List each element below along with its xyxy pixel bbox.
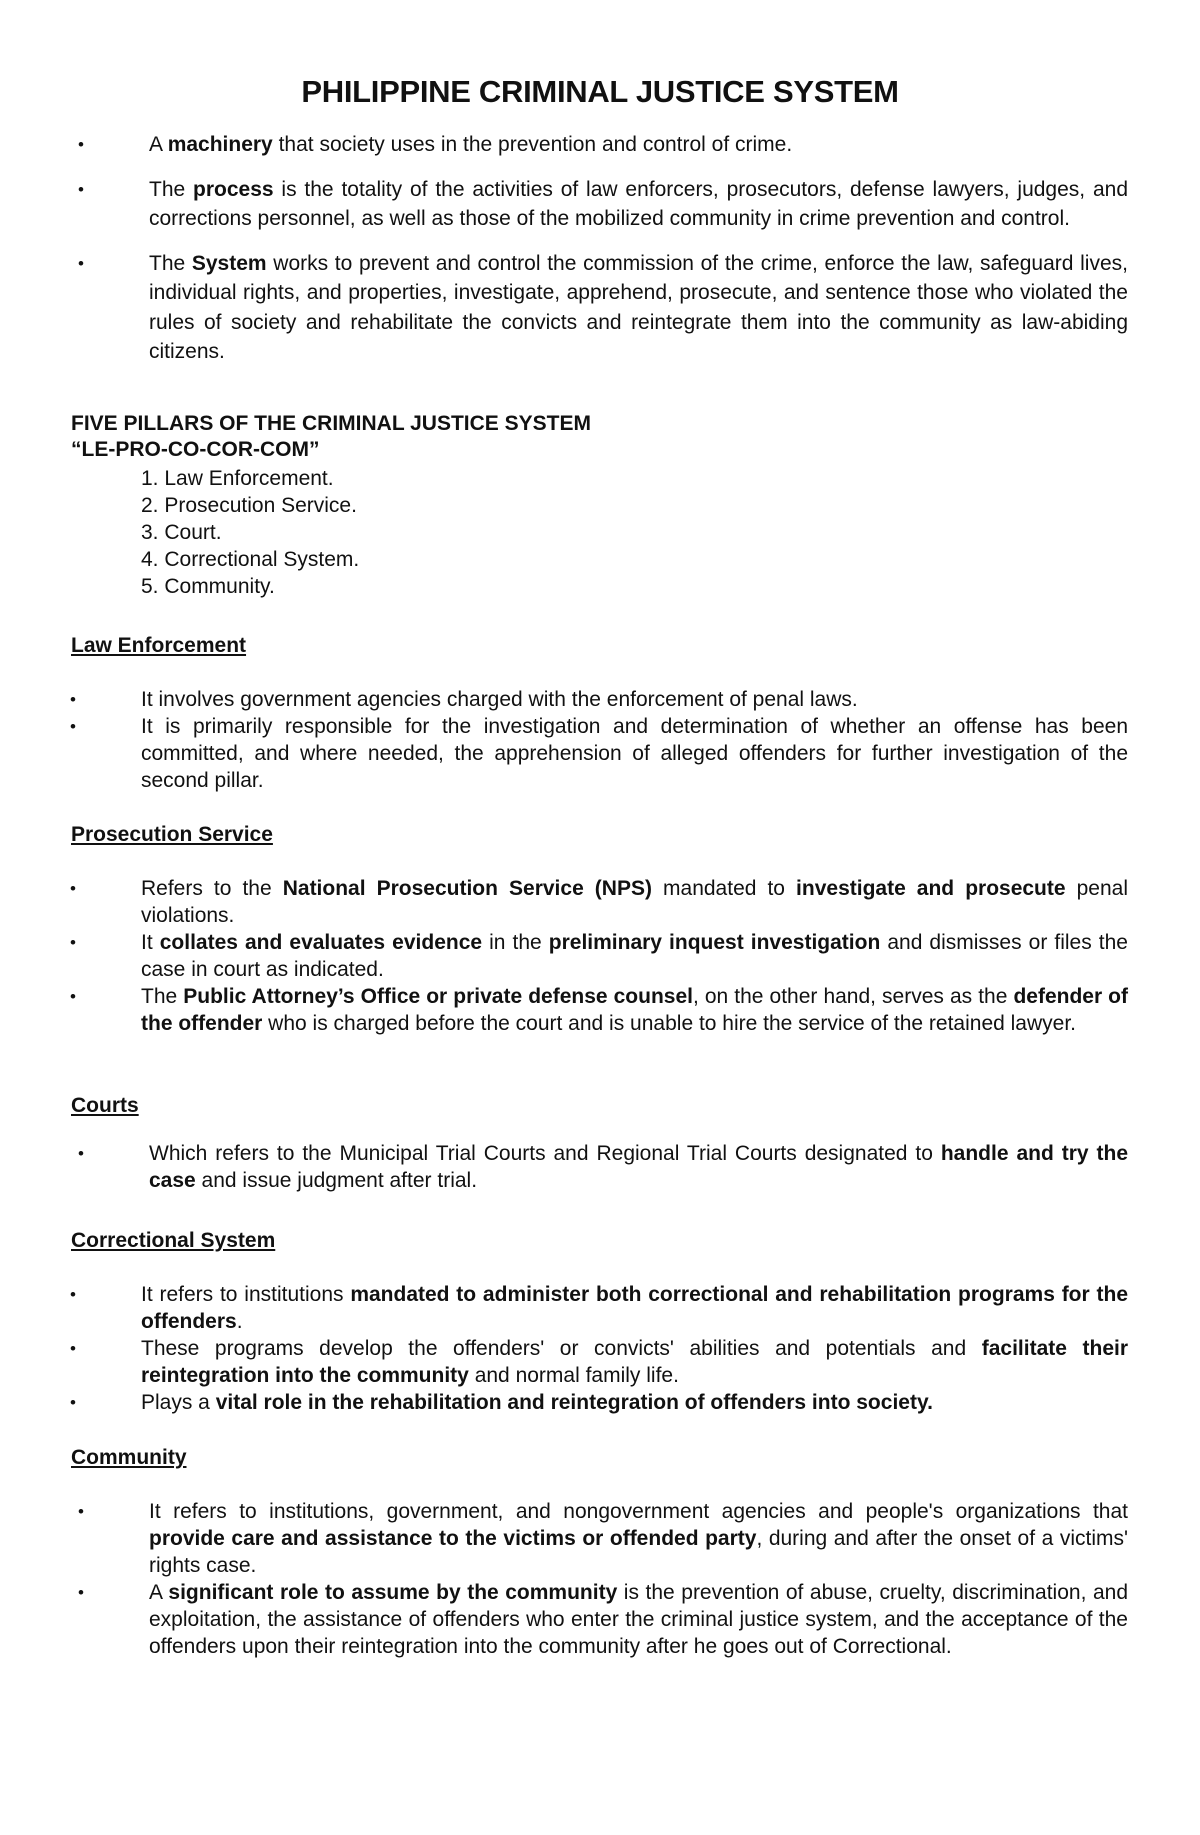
pillars-acronym: “LE-PRO-CO-COR-COM” (71, 438, 320, 461)
section-law-enforcement (0, 686, 1200, 794)
community-bullet-item (0, 1579, 1200, 1660)
bullet-text (149, 1140, 1128, 1194)
pillar-item: 5. Community. (141, 575, 275, 598)
text-run: The (149, 177, 194, 201)
bullet-text (141, 1281, 1128, 1335)
correctional-system-bullet-item (0, 1389, 1200, 1416)
text-run: , on the other hand, serves as the (692, 985, 1014, 1008)
text-run: mandated to (651, 877, 797, 900)
bullet-icon: • (70, 987, 76, 1006)
bullet-icon: • (78, 179, 84, 199)
text-run: and normal family life. (468, 1364, 679, 1387)
text-run: It involves government agencies charged with the enforcement of penal laws. (141, 688, 858, 711)
text-run: penal violations. (141, 877, 1128, 927)
section-prosecution-service (0, 875, 1200, 1037)
bullet-text (149, 1498, 1128, 1579)
bullet-icon: • (78, 135, 84, 154)
section-heading-community: Community (71, 1446, 187, 1469)
bullet-text (141, 1335, 1128, 1389)
text-run: These programs develop the offenders' or convicts' abilities and potentials and (141, 1337, 982, 1360)
text-run: that society uses in the prevention and control of crime. (272, 133, 793, 156)
text-run: Plays a (141, 1391, 216, 1414)
bullet-text (141, 686, 1128, 713)
intro-bullet-item (0, 175, 1200, 234)
text-run: works to prevent and control the commission of the crime, enforce the law, safeguard lives, individual rights, and properties, investigate, apprehend, prosecute, and sentence those who violated the rules of society and rehabilitate the convicts and reintegrate them into the community as law-abiding citizens. (149, 251, 1128, 363)
law-enforcement-bullet-item (0, 686, 1200, 713)
bullet-icon: • (78, 1502, 84, 1521)
prosecution-service-bullet-item (0, 983, 1200, 1037)
bold-text: defender of the offender (141, 985, 1128, 1035)
correctional-system-bullet-item (0, 1335, 1200, 1389)
courts-bullet-item (0, 1140, 1200, 1194)
bullet-text (149, 175, 1128, 234)
bold-text: mandated to administer both correctional and rehabilitation programs for the offenders (141, 1283, 1128, 1333)
bullet-icon: • (78, 253, 84, 273)
pillar-item: 1. Law Enforcement. (141, 467, 334, 490)
section-heading-correctional-system: Correctional System (71, 1229, 276, 1252)
bold-text: handle and try the case (149, 1142, 1129, 1192)
text-run: who is charged before the court and is unable to hire the service of the retained lawyer. (262, 1012, 1076, 1035)
text-run: It (141, 931, 160, 954)
bullet-text (141, 983, 1128, 1037)
bold-text: machinery (167, 133, 273, 156)
bullet-icon: • (78, 1144, 84, 1163)
bullet-icon: • (70, 933, 76, 952)
pillar-item: 4. Correctional System. (141, 548, 360, 571)
text-run: The (149, 251, 192, 275)
bold-text: provide care and assistance to the victims or offended party (149, 1527, 757, 1550)
bullet-text (149, 1579, 1128, 1660)
bullet-icon: • (70, 690, 76, 709)
text-run: and dismisses or files the case in court as indicated. (141, 931, 1128, 981)
bold-text: significant role to assume by the community (168, 1581, 618, 1604)
bullet-icon: • (70, 1339, 76, 1358)
section-heading-courts: Courts (71, 1094, 139, 1117)
text-run: It is primarily responsible for the investigation and determination of whether an offense has been committed, and where needed, the apprehension of alleged offenders for further investigation of the second pillar. (141, 715, 1128, 792)
section-courts (0, 1140, 1200, 1194)
bullet-text (149, 249, 1128, 367)
text-run: It refers to institutions (141, 1283, 351, 1306)
bullet-icon: • (70, 717, 76, 736)
section-community (0, 1498, 1200, 1660)
section-heading-law-enforcement: Law Enforcement (71, 634, 247, 657)
bold-text: collates and evaluates evidence (159, 931, 483, 954)
bullet-text (141, 1389, 1128, 1416)
text-run: Refers to the (141, 877, 283, 900)
text-run: and issue judgment after trial. (195, 1169, 478, 1192)
pillars-list (141, 465, 359, 600)
section-heading-prosecution-service: Prosecution Service (71, 823, 273, 846)
bold-text: System (191, 251, 267, 275)
intro-bullet-item (0, 249, 1200, 367)
pillar-item: 3. Court. (141, 521, 222, 544)
bold-text: National Prosecution Service (NPS) (282, 877, 652, 900)
bullet-text (141, 713, 1128, 794)
bullet-icon: • (70, 879, 76, 898)
text-run: , during and after the onset of a victims' rights case. (149, 1527, 1129, 1577)
bold-text: facilitate their reintegration into the community (141, 1337, 1129, 1387)
bold-text: process (193, 177, 274, 201)
text-run: Which refers to the Municipal Trial Courts and Regional Trial Courts designated to (149, 1142, 941, 1165)
pillars-heading: FIVE PILLARS OF THE CRIMINAL JUSTICE SYSTEM (71, 412, 591, 435)
text-run: It refers to institutions, government, and nongovernment agencies and people's organizations that (149, 1500, 1128, 1523)
bullet-icon: • (70, 1285, 76, 1304)
pillar-item: 2. Prosecution Service. (141, 494, 357, 517)
bullet-text (149, 130, 1128, 160)
bullet-text (141, 929, 1128, 983)
prosecution-service-bullet-item (0, 929, 1200, 983)
bullet-icon: • (78, 1583, 84, 1602)
text-run: is the prevention of abuse, cruelty, discrimination, and exploitation, the assistance of offenders who enter the criminal justice system, and the acceptance of the offenders upon their reintegration into the community after he goes out of Correctional. (149, 1581, 1129, 1658)
correctional-system-bullet-item (0, 1281, 1200, 1335)
law-enforcement-bullet-item (0, 713, 1200, 794)
bold-text: preliminary inquest investigation (548, 931, 881, 954)
prosecution-service-bullet-item (0, 875, 1200, 929)
bullet-icon: • (70, 1393, 76, 1412)
page-title: PHILIPPINE CRIMINAL JUSTICE SYSTEM (301, 74, 899, 109)
text-run: A (149, 1581, 169, 1604)
text-run: in the (482, 931, 549, 954)
bullet-text (141, 875, 1128, 929)
intro-bullets (0, 130, 1200, 382)
text-run: A (149, 133, 168, 156)
text-run: . (236, 1310, 243, 1333)
bold-text: Public Attorney’s Office or private defense counsel (183, 985, 693, 1008)
section-correctional-system (0, 1281, 1200, 1416)
pillars-heading-block (71, 411, 591, 463)
text-run: The (141, 985, 184, 1008)
text-run: is the totality of the activities of law enforcers, prosecutors, defense lawyers, judges, and corrections personnel, as well as those of the mobilized community in crime prevention and control. (149, 177, 1128, 230)
community-bullet-item (0, 1498, 1200, 1579)
intro-bullet-item (0, 130, 1200, 160)
bold-text: vital role in the rehabilitation and reintegration of offenders into society. (215, 1391, 933, 1414)
bold-text: investigate and prosecute (796, 877, 1066, 900)
